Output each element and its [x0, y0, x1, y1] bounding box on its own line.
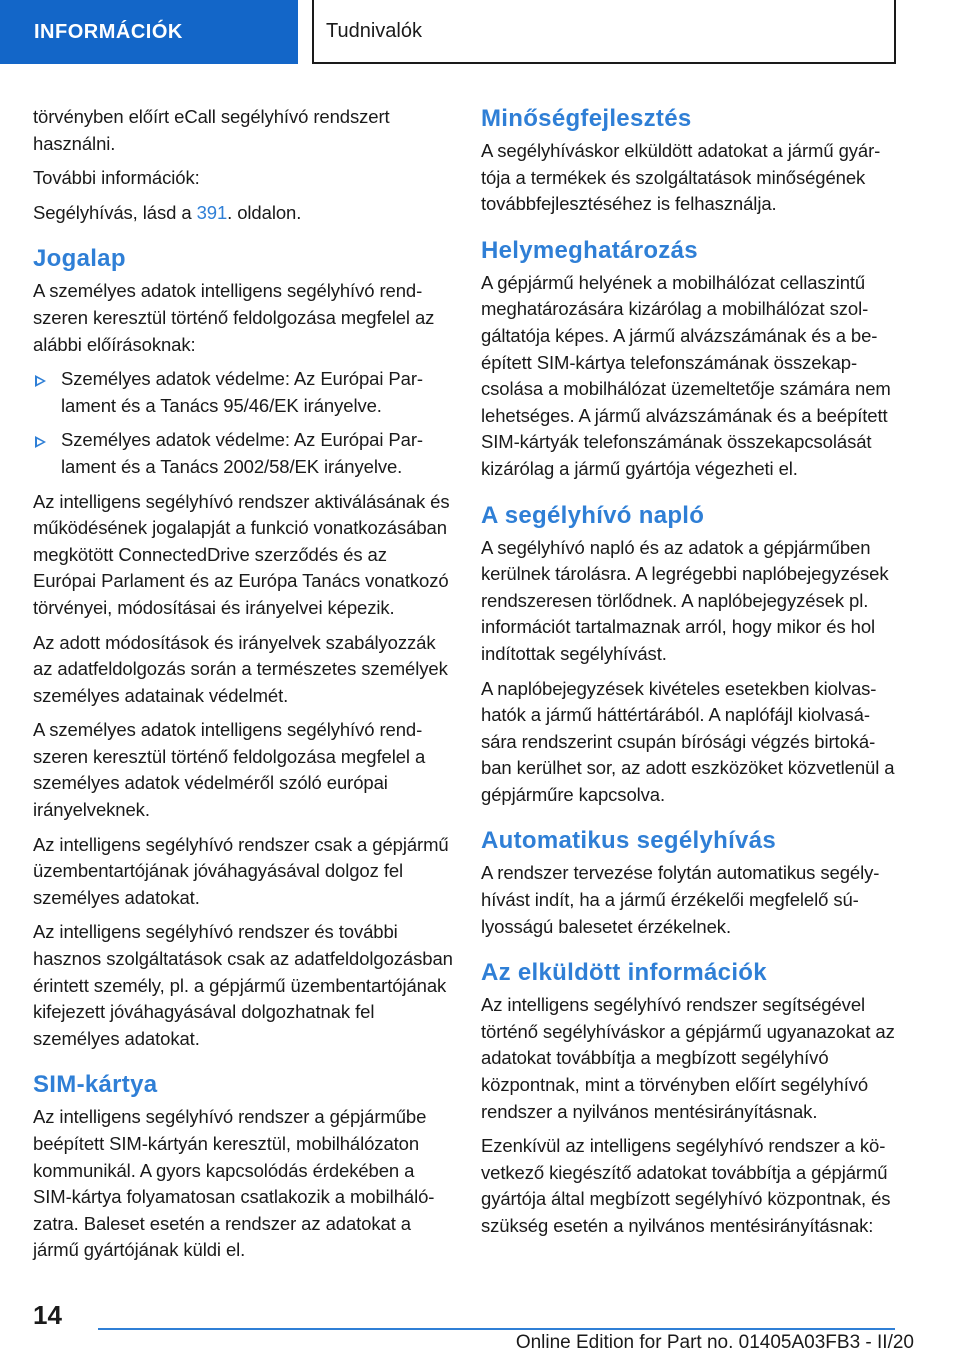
section-heading-naplo: A segélyhívó napló [481, 501, 705, 529]
list-item-text: Személyes adatok védelme: Az Európai Parlament és a Tanács 95/46/EK irányelve. [61, 368, 424, 416]
page-number: 14 [33, 1300, 62, 1330]
section-tab: INFORMÁCIÓK [0, 0, 298, 64]
body-paragraph: Az intelligens segélyhívó rendszer a gépjárműbe beépített SIM-kártyán keresztül, mobilhálózaton kommunikál. A gyors kapcsolódás érdekében a SIM-kártya folyamatosan csatlakozik a mobilhálózatra. Baleset esetén a rendszer az adatokat a jármű gyártójának küldi el. [33, 1106, 435, 1261]
body-paragraph: A rendszer tervezése folytán automatikus segélyhívást indít, ha a jármű érzékelői megfelelő súlyosságú balesetet érzékelnek. [481, 862, 880, 937]
body-paragraph: Az intelligens segélyhívó rendszer aktiválásának és működésének jogalapját a funkció vonatkozásában megkötött ConnectedDrive szerződés és az Európai Parlament és az Európa Tanács vonatkozó törvényei, módosításai és irányelvei képezik. [33, 490, 450, 618]
section-heading-sim: SIM-kártya [33, 1071, 158, 1099]
body-paragraph: Az intelligens segélyhívó rendszer segítségével történő segélyhíváskor a gépjármű ugyanazokat az adatokat továbbítja a megbízott segélyhívó központnak, mint a törvényben előírt segélyhívó rendszer a nyilvános mentésirányításnak. [481, 994, 895, 1122]
section-heading-minoseg: Minőségfejlesztés [481, 105, 692, 132]
cross-reference [33, 200, 453, 227]
section-heading-elkuld: Az elküldött információk [481, 959, 767, 987]
list-item [33, 366, 453, 419]
footer-edition-text: Online Edition for Part no. 01405A03FB3 - II/20 [515, 1332, 914, 1353]
triangle-bullet-icon [35, 436, 46, 448]
intro-paragraph: További információk: [33, 167, 200, 189]
list-item-text: Személyes adatok védelme: Az Európai Parlament és a Tanács 2002/58/EK irányelve. [61, 429, 424, 477]
body-paragraph: Az intelligens segélyhívó rendszer és további hasznos szolgáltatások csak az adatfeldolgozásban érintett személy, pl. a gépjármű üzembentartójának kifejezett jóváhagyásával dolgozhatnak fel személyes adatokat. [33, 921, 453, 1049]
body-paragraph: A naplóbejegyzések kivételes esetekben kiolvashatók a jármű háttértárából. A naplófájl kiolvasására rendszerint csupán bírósági végzés birtokában kerülhet sor, az adott eszközöket közvetlenül a gépjárműre kapcsolva. [481, 677, 895, 805]
page-link[interactable]: 391 [196, 201, 228, 223]
triangle-bullet-icon [35, 375, 46, 387]
body-paragraph: Ezenkívül az intelligens segélyhívó rendszer a következő kiegészítő adatokat továbbítja a gépjármű gyártója által megbízott segélyhívó központnak, és szükség esetén a nyilvános mentésirányításnak: [481, 1135, 891, 1236]
body-paragraph: Az adott módosítások és irányelvek szabályozzák az adatfeldolgozás során a természetes személyek személyes adatainak védelmét. [33, 631, 448, 706]
subsection-tab: Tudnivalók [312, 0, 896, 64]
list-item [33, 427, 453, 480]
section-heading-jogalap: Jogalap [33, 245, 126, 273]
bullet-list [33, 366, 453, 480]
left-column [33, 104, 453, 1272]
section-heading-hely: Helymeghatározás [481, 236, 698, 264]
cross-reference-text: Segélyhívás, lásd a [33, 201, 197, 223]
body-paragraph: A segélyhívó napló és az adatok a gépjárműben kerülnek tárolásra. A legrégebbi naplóbejegyzések rendszeresen törlődnek. A naplóbejegyzések pl. információt tartalmaznak arról, hogy mikor és hol indítottak segélyhívást. [481, 536, 889, 664]
right-column [481, 104, 899, 1248]
body-paragraph: A személyes adatok intelligens segélyhívó rendszeren keresztül történő feldolgozása megfelel az alábbi előírásoknak: [33, 280, 435, 355]
body-paragraph: A segélyhíváskor elküldött adatokat a jármű gyártója a termékek és szolgáltatások minőségének továbbfejlesztéséhez is felhasználja. [481, 140, 881, 215]
section-heading-auto: Automatikus segélyhívás [481, 827, 777, 855]
footer-divider [98, 1328, 895, 1330]
body-paragraph: Az intelligens segélyhívó rendszer csak a gépjármű üzembentartójának jóváhagyásával dolgoz fel személyes adatokat. [33, 833, 449, 908]
body-paragraph: A személyes adatok intelligens segélyhívó rendszeren keresztül történő feldolgozása megfelel a személyes adatok védelméről szóló európai irányelveknek. [33, 719, 426, 821]
body-paragraph: A gépjármű helyének a mobilhálózat cellaszintű meghatározására kizárólag a mobilhálózat szolgáltatója képes. A jármű alvázszámának és a beépített SIM-kártya telefonszámának összekapcsolása a mobilhálózat üzemeltetője számára nem lehetséges. A jármű alvázszámának és a beépített SIM-kártyák telefonszámának összekapcsolását kizárólag a jármű gyártója végezheti el. [481, 271, 891, 479]
intro-paragraph: törvényben előírt eCall segélyhívó rendszert használni. [33, 106, 390, 154]
cross-reference-text: . oldalon. [227, 201, 302, 223]
